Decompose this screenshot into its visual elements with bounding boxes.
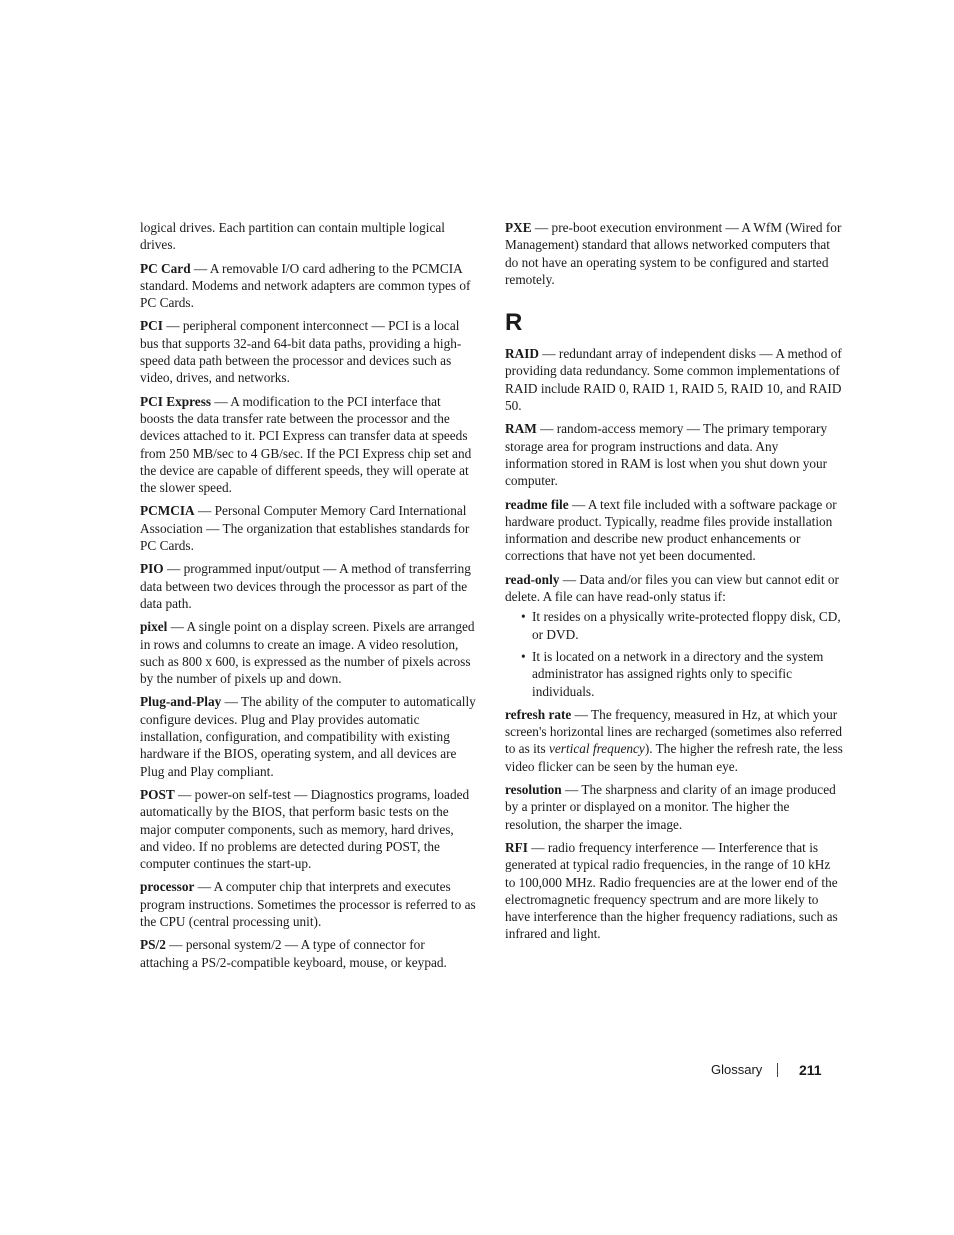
entry-pixel [140, 618, 476, 687]
definition-ram: — random-access memory — The primary temporary storage area for program instructions and data. Any information stored in RAM is lost when you shut down your computer. [505, 421, 828, 489]
definition-refresh-rate-italic: vertical frequency [548, 741, 645, 757]
bullet-icon: • [521, 648, 526, 664]
entry-refresh-rate [505, 706, 843, 775]
entry-resolution [505, 781, 843, 833]
entry-readme-file [505, 496, 843, 565]
term-processor: processor [140, 879, 195, 895]
term-resolution: resolution [505, 782, 562, 798]
definition-refresh-rate-part1: — The frequency, measured in Hz, at which your screen's horizontal lines are recharged (sometimes also referred to as its [505, 706, 843, 757]
entry-ram [505, 420, 843, 489]
definition-raid: — redundant array of independent disks — A method of providing data redundancy. Some common implementations of RAID include RAID 0, RAID 1, RAID 5, RAID 10, and RAID 50. [505, 346, 842, 414]
definition-ps2: — personal system/2 — A type of connector for attaching a PS/2-compatible keyboard, mouse, or keypad. [140, 937, 447, 970]
term-read-only: read-only [505, 571, 560, 587]
definition-post: — power-on self-test — Diagnostics programs, loaded automatically by the BIOS, that perform basic tests on the major computer components, such as memory, hard drives, and video. If no problems are detected during POST, the computer continues the start-up. [140, 786, 470, 872]
definition-pio: — programmed input/output — A method of transferring data between two devices through the processor as part of the data path. [140, 561, 471, 611]
term-pci-express: PCI Express [140, 393, 212, 409]
term-pcmcia: PCMCIA [140, 503, 195, 519]
bullet-icon: • [521, 609, 526, 625]
definition-rfi: — radio frequency interference — Interference that is generated at typical radio frequencies, in the range of 10 kHz to 100,000 MHz. Radio frequencies are at the lower end of the electromagnetic frequency spectrum and are more likely to have interference than the higher frequency radiations, such as infrared and light. [505, 839, 838, 942]
definition-refresh-rate-part2: ). The higher the refresh rate, the less video flicker can be seen by the human eye. [505, 741, 843, 774]
definition-pixel: — A single point on a display screen. Pixels are arranged in rows and columns to create an image. A video resolution, such as 800 x 600, is expressed as the number of pixels across by the number of pixels up and down. [140, 619, 475, 687]
footer-separator [777, 1063, 778, 1077]
entry-processor [140, 878, 476, 930]
definition-processor: — A computer chip that interprets and executes program instructions. Sometimes the processor is referred to as the CPU (central processing unit). [140, 879, 476, 929]
entry-pc-card [140, 260, 476, 312]
right-column [505, 219, 843, 949]
term-pc-card: PC Card [140, 260, 191, 276]
entry-post [140, 786, 476, 872]
term-pxe: PXE [505, 220, 532, 235]
term-plug-and-play: Plug-and-Play [140, 694, 222, 710]
bullet-text: It resides on a physically write-protected floppy disk, CD, or DVD. [532, 609, 841, 642]
definition-pci: — peripheral component interconnect — PCI is a local bus that supports 32-and 64-bit data paths, providing a high-speed data path between the processor and devices such as video, drives, and networks. [140, 318, 462, 386]
definition-plug-and-play: — The ability of the computer to automatically configure devices. Plug and Play provides automatic installation, configuration, and compatibility with existing hardware if the BIOS, operating system, and all devices are Plug and Play compliant. [140, 694, 476, 779]
entry-pci-express [140, 393, 476, 497]
definition-pci-express: — A modification to the PCI interface that boosts the data transfer rate between the processor and the devices attached to it. PCI Express can transfer data at speeds from 250 MB/sec to 4 GB/sec. If the PCI Express chip set and the device are capable of different speeds, they will operate at the slower speed. [140, 393, 472, 496]
bullet-text: It is located on a network in a directory and the system administrator has assigned rights only to specific individuals. [532, 648, 824, 699]
term-refresh-rate: refresh rate [505, 706, 572, 722]
definition-pxe: — pre-boot execution environment — A WfM (Wired for Management) standard that allows networked computers that do not have an operating system to be configured and started remotely. [505, 220, 842, 287]
entry-plug-and-play [140, 693, 476, 779]
term-raid: RAID [505, 346, 539, 362]
term-rfi: RFI [505, 839, 528, 855]
list-item [521, 608, 843, 643]
term-ram: RAM [505, 421, 537, 437]
definition-read-only: — Data and/or files you can view but cannot edit or delete. A file can have read-only status if: [505, 571, 839, 605]
term-pixel: pixel [140, 619, 168, 635]
read-only-bullet-list [505, 608, 843, 699]
entry-pio [140, 560, 476, 612]
entry-rfi [505, 839, 843, 943]
list-item [521, 648, 843, 700]
term-pci: PCI [140, 318, 163, 334]
entry-read-only [505, 571, 843, 606]
entry-ps2 [140, 936, 476, 971]
entry-pci [140, 317, 476, 386]
page-number: 211 [799, 1062, 822, 1078]
definition-pcmcia: — Personal Computer Memory Card International Association — The organization that establishes standards for PC Cards. [140, 503, 470, 554]
term-readme-file: readme file [505, 496, 569, 512]
term-post: POST [140, 786, 175, 802]
section-heading-r: R [505, 309, 523, 337]
entry-raid [505, 345, 843, 414]
entry-pxe [505, 219, 843, 288]
definition-readme-file: — A text file included with a software package or hardware product. Typically, readme files provide installation information and describe new product enhancements or corrections that have not yet been documented. [505, 496, 837, 564]
term-ps2: PS/2 [140, 937, 166, 953]
footer-section-name: Glossary [711, 1062, 763, 1077]
definition-pc-card: — A removable I/O card adhering to the PCMCIA standard. Modems and network adapters are common types of PC Cards. [140, 260, 471, 311]
left-column [140, 219, 476, 977]
definition-resolution: — The sharpness and clarity of an image produced by a printer or displayed on a monitor. The higher the resolution, the sharper the image. [505, 782, 836, 832]
continuation-text: logical drives. Each partition can contain multiple logical drives. [140, 220, 445, 253]
entry-pcmcia [140, 502, 476, 554]
term-pio: PIO [140, 561, 164, 577]
